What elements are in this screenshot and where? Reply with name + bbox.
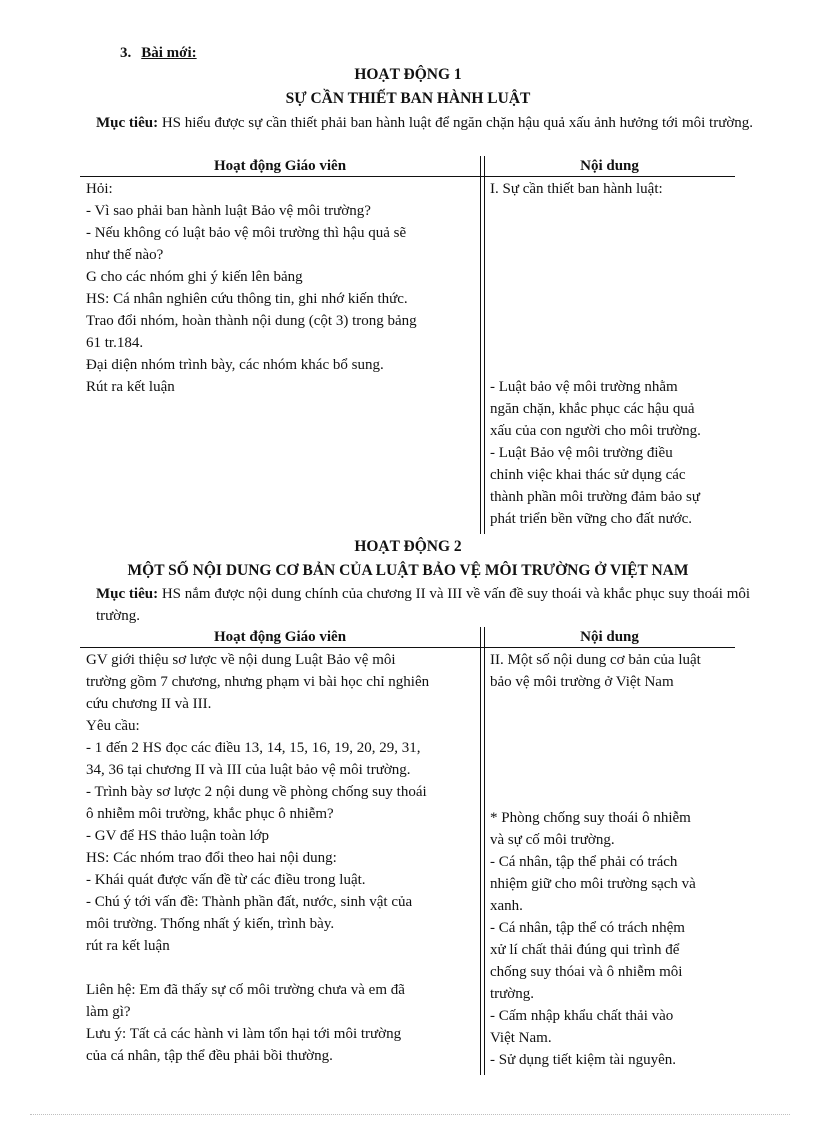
text-line: như thế nào? [86,247,164,263]
objective-text: HS hiểu được sự cần thiết phải ban hành luật để ngăn chặn hậu quả xấu ảnh hưởng tới môi trường. [161,115,754,131]
page-bottom-divider [30,1114,790,1115]
header-content: Nội dung [580,629,639,645]
header-content: Nội dung [580,158,639,174]
content-heading-column [490,649,735,693]
text-line: cứu chương II và III. [86,696,212,712]
text-line: - Cá nhân, tập thể phải có trách [490,854,678,870]
activity2-title: HOẠT ĐỘNG 2 [354,538,462,555]
header-teacher-activity: Hoạt động Giáo viên [213,158,347,174]
table-header [80,156,735,177]
text-line: Hỏi: [86,181,113,197]
text-line: của cá nhân, tập thể đều phải bồi thường. [86,1048,333,1064]
text-line: ngăn chặn, khắc phục các hậu quả [490,401,695,417]
column-divider [480,156,485,534]
blank-line [86,957,474,979]
text-line: làm gì? [86,1004,131,1020]
content-heading: bảo vệ môi trường ở Việt Nam [490,674,674,690]
activity1-objective [96,112,754,134]
activity2-table [80,627,735,1075]
section-heading [120,42,197,64]
text-line: và sự cố môi trường. [490,832,615,848]
objective-label: Mục tiêu: [96,115,159,131]
content-heading: I. Sự cần thiết ban hành luật: [490,181,663,197]
text-line: xấu của con người cho môi trường. [490,423,701,439]
text-line: thành phần môi trường đảm bảo sự [490,489,700,505]
text-line: chỉnh việc khai thác sử dụng các [490,467,686,483]
text-line: trường gồm 7 chương, nhưng phạm vi bài học chỉ nghiên [86,674,430,690]
table-header [80,627,735,648]
teacher-activity-column [86,178,474,398]
text-line: Trao đổi nhóm, hoàn thành nội dung (cột 3) trong bảng [86,313,417,329]
text-line: môi trường. Thống nhất ý kiến, trình bày. [86,916,335,932]
text-line: G cho các nhóm ghi ý kiến lên bảng [86,269,303,285]
text-line: trường. [490,986,534,1002]
text-line: - Sử dụng tiết kiệm tài nguyên. [490,1052,677,1068]
section-title: Bài mới: [141,45,197,61]
text-line: HS: Cá nhân nghiên cứu thông tin, ghi nhớ kiến thức. [86,291,408,307]
text-line: xử lí chất thải đúng qui trình để [490,942,680,958]
text-line: * Phòng chống suy thoái ô nhiễm [490,810,691,826]
text-line: - GV để HS thảo luận toàn lớp [86,828,270,844]
content-column [490,376,735,530]
teacher-activity-column [86,649,474,1067]
text-line: - Nếu không có luật bảo vệ môi trường thì hậu quả sẽ [86,225,407,241]
text-line: GV giới thiệu sơ lược về nội dung Luật Bảo vệ môi [86,652,396,668]
text-line: rút ra kết luận [86,938,170,954]
text-line: Lưu ý: Tất cả các hành vi làm tổn hại tới môi trường [86,1026,402,1042]
objective-text: HS nắm được nội dung chính của chương II và III về vấn đề suy thoái và khắc phục suy thoái môi trường. [96,586,751,624]
content-heading-column [490,178,735,200]
section-number: 3. [120,45,132,61]
activity1-table [80,156,735,534]
content-heading: II. Một số nội dung cơ bản của luật [490,652,701,668]
content-column [490,807,735,1071]
text-line: ô nhiễm môi trường, khắc phục ô nhiễm? [86,806,334,822]
text-line: - Trình bày sơ lược 2 nội dung về phòng chống suy thoái [86,784,427,800]
text-line: nhiệm giữ cho môi trường sạch và [490,876,696,892]
text-line: xanh. [490,898,523,914]
text-line: chống suy thóai và ô nhiễm môi [490,964,683,980]
activity2-subtitle: MỘT SỐ NỘI DUNG CƠ BẢN CỦA LUẬT BẢO VỆ MÔI TRƯỜNG Ở VIỆT NAM [127,562,689,579]
text-line: - 1 đến 2 HS đọc các điều 13, 14, 15, 16, 19, 20, 29, 31, [86,740,421,756]
column-divider [480,627,485,1075]
header-teacher-activity: Hoạt động Giáo viên [213,629,347,645]
activity1-subtitle: SỰ CẦN THIẾT BAN HÀNH LUẬT [285,90,531,107]
text-line: phát triển bền vững cho đất nước. [490,511,693,527]
text-line: - Luật bảo vệ môi trường nhằm [490,379,678,395]
text-line: Rút ra kết luận [86,379,175,395]
text-line: HS: Các nhóm trao đổi theo hai nội dung: [86,850,337,866]
text-line: Việt Nam. [490,1030,552,1046]
text-line: - Cá nhân, tập thể có trách nhệm [490,920,685,936]
text-line: - Chú ý tới vấn đề: Thành phần đất, nước, sinh vật của [86,894,413,910]
text-line: - Cấm nhập khẩu chất thải vào [490,1008,674,1024]
text-line: 34, 36 tại chương II và III của luật bảo vệ môi trường. [86,762,411,778]
activity1-title: HOẠT ĐỘNG 1 [354,66,462,83]
text-line: - Khái quát được vấn đề từ các điều trong luật. [86,872,366,888]
text-line: 61 tr.184. [86,335,144,351]
objective-label: Mục tiêu: [96,586,159,602]
text-line: Đại diện nhóm trình bày, các nhóm khác bổ sung. [86,357,384,373]
text-line: Liên hệ: Em đã thấy sự cố môi trường chưa và em đã [86,982,405,998]
text-line: Yêu cầu: [86,718,140,734]
activity2-objective [96,583,754,627]
text-line: - Vì sao phải ban hành luật Bảo vệ môi trường? [86,203,371,219]
text-line: - Luật Bảo vệ môi trường điều [490,445,673,461]
